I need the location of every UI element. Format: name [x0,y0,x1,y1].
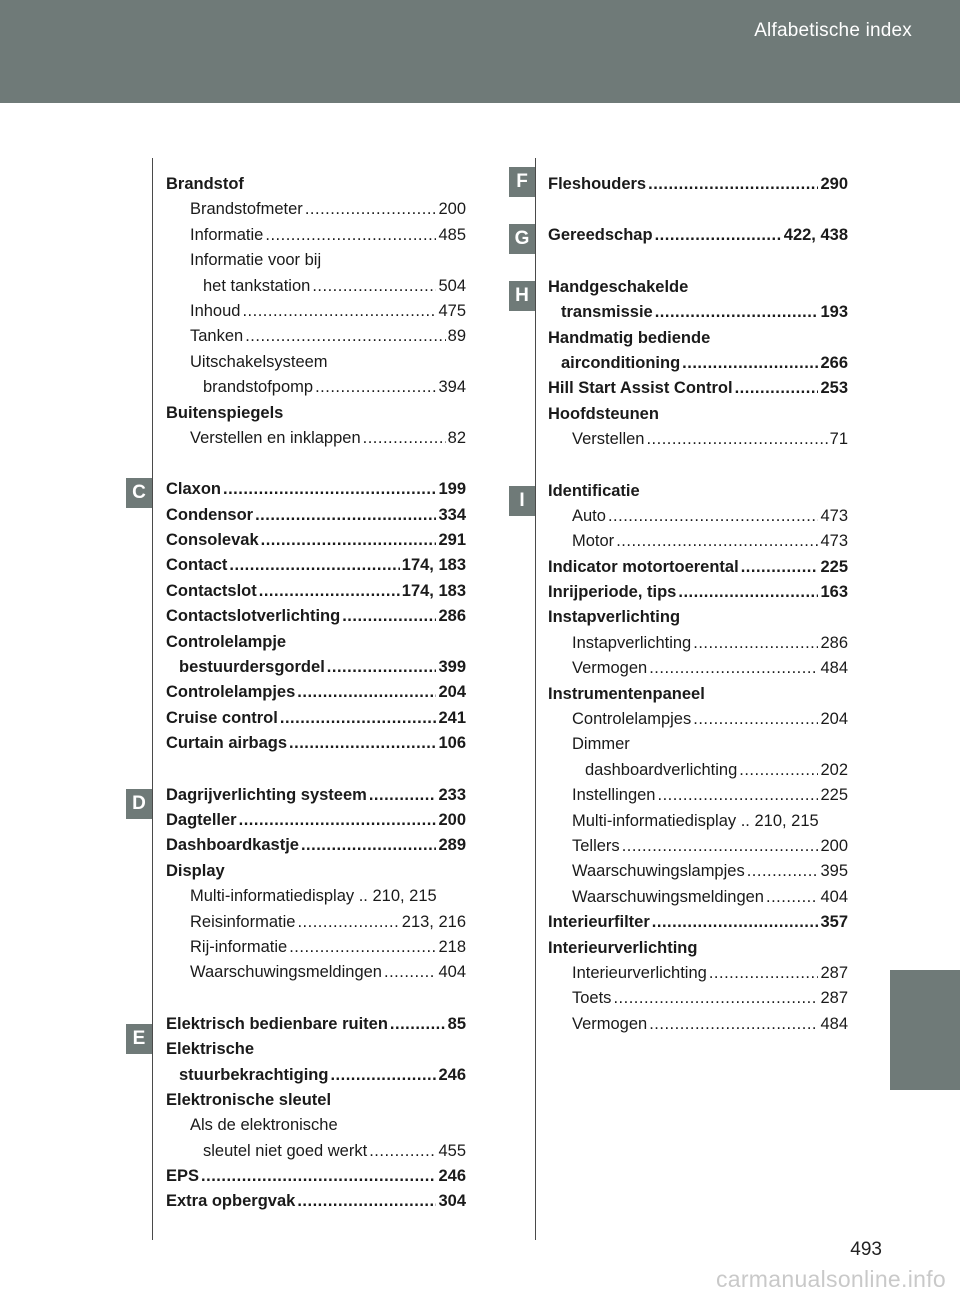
entry-term: Hoofdsteunen [548,404,659,423]
entry-term: Reisinformatie [190,912,296,931]
entry-term: Consolevak [166,531,259,550]
index-entry [166,935,466,960]
index-entry [166,528,466,553]
entry-page: 174, 183 [401,581,466,600]
index-entry [166,859,466,884]
index-entry [548,631,848,656]
dot-leader [608,504,819,529]
index-entry [548,351,848,376]
index-entry [166,1037,466,1062]
index-entry [548,223,848,248]
dot-leader [649,1012,818,1037]
dot-leader [297,910,399,935]
dot-leader [239,808,437,833]
letter-marker-f: F [509,167,535,197]
entry-page: 253 [820,379,848,398]
dot-leader [766,885,818,910]
entry-page: 286 [820,633,848,652]
entry-page: 504 [438,276,466,295]
entry-term: Inhoud [190,301,241,320]
dot-leader [369,1139,436,1164]
index-entry [166,1063,466,1088]
index-entry [166,1088,466,1113]
index-entry [548,834,848,859]
thumb-index-tab [890,970,960,1090]
dot-leader [616,529,818,554]
dot-leader [255,503,436,528]
dot-leader [245,324,445,349]
index-entry [548,910,848,935]
entry-term: Interieurverlichting [548,938,698,957]
entry-term: Contactslot [166,581,257,600]
entry-page: 287 [820,989,848,1008]
dot-leader [261,528,437,553]
entry-page: 291 [438,531,466,550]
dot-leader [242,299,436,324]
entry-term: Identificatie [548,481,640,500]
entry-page: 163 [820,583,848,602]
entry-term: Brandstof [166,175,244,193]
entry-term: Instellingen [572,786,656,805]
entry-page: 89 [447,327,466,346]
entry-term: Contact [166,556,228,575]
index-entry [166,274,466,299]
dot-leader [655,300,819,325]
entry-page: 286 [438,607,466,626]
dot-leader [613,986,818,1011]
entry-term: Waarschuwingsmeldingen [572,887,764,906]
index-entry [166,401,466,426]
dot-leader [301,833,437,858]
entry-term: Vermogen [572,1014,648,1033]
index-entry [166,553,466,578]
entry-term: Rij-informatie [190,937,288,956]
entry-term: Inrijperiode, tips [548,583,677,602]
index-entry [166,375,466,400]
entry-page: 475 [438,301,466,320]
index-entry [166,579,466,604]
index-entry [166,172,466,197]
entry-term: het tankstation [203,276,311,295]
index-entry [166,960,466,985]
entry-term: Controlelampje [166,632,287,651]
index-entry [548,936,848,961]
index-entry [548,326,848,351]
index-entry [166,350,466,375]
entry-term: Elektronische sleutel [166,1090,332,1109]
entry-term: Instrumentenpaneel [548,684,705,703]
entry-term: Dagteller [166,810,237,829]
dot-leader [297,680,436,705]
index-entry [166,426,466,451]
dot-leader [289,731,436,756]
letter-marker-e: E [126,1024,152,1054]
letter-marker-g: G [509,224,535,254]
entry-term: Instapverlichting [572,633,692,652]
index-entry [548,809,848,834]
entry-page: 213, 216 [401,912,466,931]
entry-page: 473 [820,532,848,551]
letter-marker-h: H [509,281,535,311]
index-entry [548,605,848,630]
dot-leader [312,274,436,299]
index-group [548,479,848,1038]
entry-term: Verstellen en inklappen [190,428,361,447]
entry-term: Auto [572,506,606,525]
entry-term: Tellers [572,836,620,855]
index-entry [166,808,466,833]
index-entry [548,275,848,300]
dot-leader [369,783,437,808]
index-entry [166,680,466,705]
dot-leader [229,553,399,578]
entry-page: 200 [438,810,466,829]
entry-page: 334 [438,505,466,524]
entry-term: Instapverlichting [548,608,681,627]
entry-page: 357 [820,913,848,932]
index-entry [548,300,848,325]
index-entry [548,961,848,986]
entry-page: 199 [438,480,466,499]
entry-term: Verstellen [572,430,645,449]
entry-term: Handmatig bediende [548,328,711,347]
index-column-left [166,172,466,1241]
entry-page: 484 [820,659,848,678]
index-entry [548,656,848,681]
entry-page: 485 [438,225,466,244]
entry-page: 71 [829,430,848,449]
entry-term: Als de elektronische [190,1116,338,1135]
letter-marker-c: C [126,478,152,508]
entry-page: 394 [438,378,466,397]
entry-term: Hill Start Assist Control [548,379,733,398]
index-group [548,172,848,197]
dot-leader [646,427,827,452]
entry-page: 204 [820,710,848,729]
entry-term: Contactslotverlichting [166,607,341,626]
index-entry [166,884,466,909]
dot-leader [741,555,819,580]
dot-leader [747,859,819,884]
index-entry [548,859,848,884]
dot-leader [682,351,818,376]
index-entry [548,529,848,554]
dot-leader [622,834,819,859]
dot-leader [652,910,819,935]
entry-term: Tanken [190,327,244,346]
index-group [166,477,466,756]
entry-term: Waarschuwingsmeldingen [190,963,382,982]
dot-leader [384,960,436,985]
entry-page: 174, 183 [401,556,466,575]
dot-leader [735,376,819,401]
index-entry [548,427,848,452]
entry-term: dashboardverlichting [585,760,738,779]
entry-page: 399 [438,658,466,677]
entry-page: 266 [820,353,848,372]
index-entry [548,504,848,529]
entry-page: 455 [438,1141,466,1160]
dot-leader [289,935,436,960]
index-entry [166,503,466,528]
index-entry [166,910,466,935]
index-entry [166,477,466,502]
entry-term: Gereedschap [548,226,653,245]
index-entry [166,1113,466,1138]
dot-leader [390,1012,446,1037]
dot-leader [693,631,818,656]
entry-term: Elektrisch bedienbare ruiten [166,1014,388,1033]
entry-page: 204 [438,683,466,702]
entry-page: 404 [820,887,848,906]
page-number: 493 [850,1239,882,1260]
entry-term: Vermogen [572,659,648,678]
right-column-rule [535,158,536,1240]
index-entry [548,682,848,707]
entry-page: 82 [447,428,466,447]
dot-leader [709,961,819,986]
watermark: carmanualsonline.info [715,1266,946,1292]
index-entry [548,732,848,757]
entry-term: airconditioning [561,353,681,372]
section-title: Alfabetische index [754,20,912,41]
dot-leader [657,783,818,808]
index-entry [166,630,466,655]
entry-term: stuurbekrachtiging [179,1065,329,1084]
index-entry [166,833,466,858]
entry-term: Controlelampjes [166,683,296,702]
index-entry [548,707,848,732]
dot-leader [363,426,446,451]
entry-term: Dashboardkastje [166,836,299,855]
entry-term: Dimmer [572,735,630,754]
entry-page: 289 [438,836,466,855]
entry-page: 193 [820,303,848,322]
entry-term: Display [166,861,225,880]
index-entry [166,223,466,248]
entry-term: Cruise control [166,708,278,727]
entry-term: Informatie voor bij [190,251,322,270]
entry-term: Multi-informatiedisplay .. 210, 215 [572,811,819,830]
dot-leader [315,375,436,400]
index-entry [166,1139,466,1164]
entry-term: Brandstofmeter [190,200,303,219]
index-entry [166,1164,466,1189]
letter-marker-i: I [509,486,535,516]
index-entry [548,885,848,910]
entry-page: 395 [820,862,848,881]
entry-page: 241 [438,708,466,727]
entry-page: 473 [820,506,848,525]
index-entry [548,580,848,605]
index-entry [166,706,466,731]
entry-term: Interieurfilter [548,913,650,932]
entry-term: Buitenspiegels [166,403,284,422]
dot-leader [330,1063,436,1088]
index-entry [548,479,848,504]
entry-term: Controlelampjes [572,710,692,729]
entry-page: 233 [438,785,466,804]
entry-term: EPS [166,1167,200,1186]
index-entry [166,248,466,273]
dot-leader [739,758,818,783]
entry-term: Interieurverlichting [572,963,707,982]
index-group [166,783,466,986]
dot-leader [259,579,400,604]
entry-term: Multi-informatiedisplay .. 210, 215 [190,887,437,906]
entry-page: 200 [820,836,848,855]
entry-page: 290 [820,175,848,193]
dot-leader [655,223,782,248]
entry-term: Toets [572,989,612,1008]
dot-leader [342,604,436,629]
entry-term: sleutel niet goed werkt [203,1141,368,1160]
index-entry [166,299,466,324]
index-entry [548,986,848,1011]
entry-term: Condensor [166,505,254,524]
dot-leader [693,707,818,732]
entry-term: transmissie [561,303,653,322]
entry-page: 225 [820,557,848,576]
entry-page: 106 [438,734,466,753]
index-group [548,275,848,453]
index-entry [548,783,848,808]
entry-term: Waarschuwingslampjes [572,862,745,881]
index-group [166,172,466,451]
index-entry [166,1189,466,1214]
entry-page: 85 [447,1014,466,1033]
index-column-right [548,172,848,1063]
index-entry [548,376,848,401]
dot-leader [280,706,437,731]
index-group [166,1012,466,1215]
dot-leader [305,197,437,222]
dot-leader [678,580,818,605]
entry-term: Uitschakelsysteem [190,352,328,371]
index-entry [166,1012,466,1037]
index-entry [548,758,848,783]
entry-term: Elektrische [166,1040,255,1059]
index-entry [548,172,848,197]
entry-term: Claxon [166,480,222,499]
entry-page: 202 [820,760,848,779]
dot-leader [223,477,436,502]
index-entry [166,324,466,349]
entry-page: 225 [820,786,848,805]
index-entry [548,555,848,580]
entry-page: 404 [438,963,466,982]
left-column-rule [152,158,153,1240]
entry-term: Extra opbergvak [166,1192,296,1211]
entry-term: brandstofpomp [203,378,314,397]
entry-page: 422, 438 [783,226,848,245]
entry-term: Fleshouders [548,175,647,193]
entry-page: 218 [438,937,466,956]
dot-leader [297,1189,436,1214]
dot-leader [327,655,437,680]
index-entry [166,197,466,222]
index-entry [548,1012,848,1037]
entry-term: Curtain airbags [166,734,288,753]
entry-term: Dagrijverlichting systeem [166,785,367,804]
entry-page: 246 [438,1167,466,1186]
index-entry [166,783,466,808]
entry-term: Informatie [190,225,264,244]
entry-page: 304 [438,1192,466,1211]
entry-page: 287 [820,963,848,982]
index-entry [166,731,466,756]
entry-term: Handgeschakelde [548,277,689,296]
dot-leader [648,172,818,197]
page-header [0,0,960,103]
entry-term: bestuurdersgordel [179,658,325,677]
index-entry [166,604,466,629]
letter-marker-d: D [126,789,152,819]
dot-leader [265,223,436,248]
dot-leader [201,1164,436,1189]
index-group [548,223,848,248]
entry-term: Indicator motortoerental [548,557,739,576]
entry-term: Motor [572,532,615,551]
dot-leader [649,656,818,681]
entry-page: 246 [438,1065,466,1084]
entry-page: 200 [438,200,466,219]
entry-page: 484 [820,1014,848,1033]
index-entry [548,402,848,427]
index-entry [166,655,466,680]
